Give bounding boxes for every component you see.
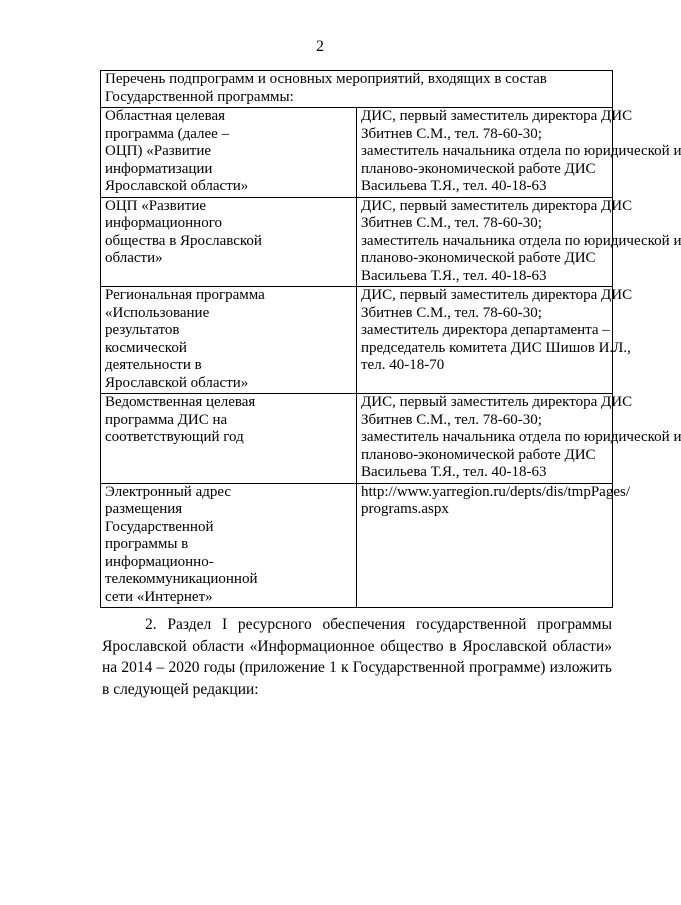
responsible-line: заместитель начальника отдела по юридической и xyxy=(361,232,681,249)
program-name-line: программа ДИС на xyxy=(105,411,228,428)
program-name-line: информационно- xyxy=(105,553,214,570)
paragraph-line: на 2014 – 2020 годы (приложение 1 к Государственной программе) изложить xyxy=(102,659,612,676)
program-name-line: соответствующий год xyxy=(105,429,244,445)
program-name-cell xyxy=(101,287,357,394)
responsible-line: ДИС, первый заместитель директора ДИС xyxy=(361,394,633,410)
program-name-line: космической xyxy=(105,339,187,356)
program-name-line: Ведомственная целевая xyxy=(105,394,256,410)
program-table xyxy=(100,70,681,608)
program-name-line: Региональная программа xyxy=(105,287,265,303)
program-name-line: Областная целевая xyxy=(105,108,226,124)
responsible-line: Збитнев С.М., тел. 78-60-30; xyxy=(361,125,542,142)
program-name-line: телекоммуникационной xyxy=(105,571,258,587)
responsible-line: Збитнев С.М., тел. 78-60-30; xyxy=(361,215,542,231)
program-name-line: Ярославской области» xyxy=(105,374,249,391)
program-name-cell xyxy=(101,197,357,287)
responsible-line: programs.aspx xyxy=(361,501,449,517)
program-name-line: общества в Ярославской xyxy=(105,232,262,249)
paragraph-line: 2. Раздел I ресурсного обеспечения государственной программы xyxy=(145,616,612,633)
program-name-line: ОЦП «Развитие xyxy=(105,197,207,214)
paragraph-line: в следующей редакции: xyxy=(102,680,259,698)
responsible-line: ДИС, первый заместитель директора ДИС xyxy=(361,287,633,303)
table-row xyxy=(101,394,613,484)
responsible-line: http://www.yarregion.ru/depts/dis/tmpPages/ xyxy=(361,483,630,500)
responsible-line: Збитнев С.М., тел. 78-60-30; xyxy=(361,304,542,321)
responsible-line: Васильева Т.Я., тел. 40-18-63 xyxy=(361,178,547,194)
responsible-cell xyxy=(357,483,630,608)
program-name-line: программы в xyxy=(105,536,189,552)
responsible-line: заместитель начальника отдела по юридической и xyxy=(361,429,681,445)
program-name-line: Электронный адрес xyxy=(105,483,232,500)
body-paragraph xyxy=(102,614,612,700)
program-name-line: информатизации xyxy=(105,160,213,177)
program-name-line: программа (далее – xyxy=(105,125,230,142)
table-header-row xyxy=(101,71,613,108)
table-row xyxy=(101,197,613,287)
program-name-line: информационного xyxy=(105,215,222,231)
page-number: 2 xyxy=(316,38,324,55)
program-name-line: области» xyxy=(105,250,163,266)
table-row xyxy=(101,108,613,198)
table-row xyxy=(101,287,613,394)
responsible-line: тел. 40-18-70 xyxy=(361,357,445,373)
program-name-line: ОЦП) «Развитие xyxy=(105,143,212,159)
program-name-line: Государственной xyxy=(105,518,214,535)
table-header-line: Перечень подпрограмм и основных мероприятий, входящих в состав xyxy=(105,71,547,87)
table-header-cell xyxy=(101,71,613,108)
program-name-line: Ярославской области» xyxy=(105,178,249,194)
program-name-cell xyxy=(101,483,357,608)
responsible-line: председатель комитета ДИС Шишов И.Л., xyxy=(361,339,631,356)
responsible-line: Васильева Т.Я., тел. 40-18-63 xyxy=(361,464,547,480)
responsible-cell xyxy=(357,287,633,394)
responsible-line: ДИС, первый заместитель директора ДИС xyxy=(361,108,633,124)
responsible-line: Васильева Т.Я., тел. 40-18-63 xyxy=(361,267,547,284)
program-name-line: деятельности в xyxy=(105,357,202,373)
program-name-line: результатов xyxy=(105,322,180,338)
responsible-line: ДИС, первый заместитель директора ДИС xyxy=(361,197,633,214)
responsible-line: планово-экономической работе ДИС xyxy=(361,160,596,177)
program-name-cell xyxy=(101,108,357,198)
program-name-cell xyxy=(101,394,357,484)
responsible-line: заместитель директора департамента – xyxy=(361,322,610,338)
responsible-cell xyxy=(357,108,681,198)
responsible-line: заместитель начальника отдела по юридической и xyxy=(361,143,681,159)
table-row xyxy=(101,483,613,608)
responsible-line: Збитнев С.М., тел. 78-60-30; xyxy=(361,411,542,428)
paragraph-line: Ярославской области «Информационное общество в Ярославской области» xyxy=(102,637,612,655)
responsible-cell xyxy=(357,394,681,484)
responsible-line: планово-экономической работе ДИС xyxy=(361,250,596,266)
responsible-cell xyxy=(357,197,681,287)
program-name-line: «Использование xyxy=(105,304,210,321)
table-header-line: Государственной программы: xyxy=(105,88,294,105)
program-name-line: сети «Интернет» xyxy=(105,588,213,605)
responsible-line: планово-экономической работе ДИС xyxy=(361,446,596,463)
program-name-line: размещения xyxy=(105,501,183,517)
